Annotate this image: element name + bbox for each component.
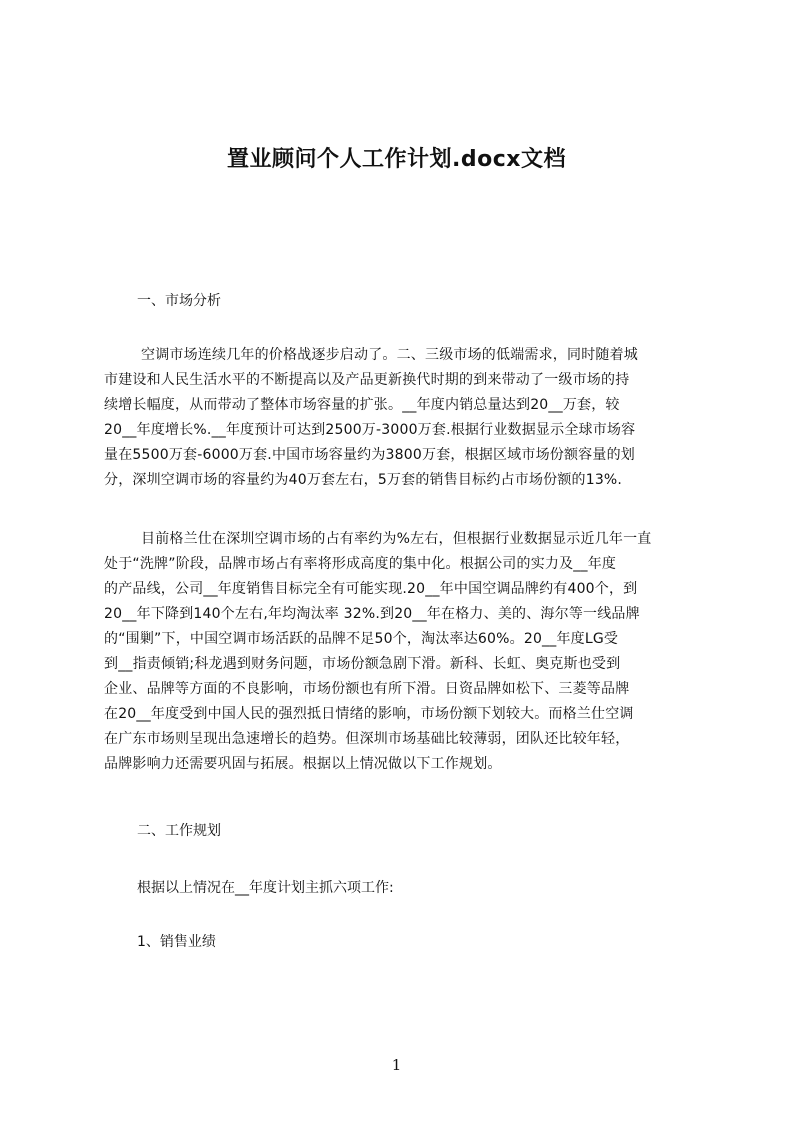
- paragraph-line: 品牌影响力还需要巩固与拓展。根据以上情况做以下工作规划。: [104, 756, 502, 772]
- paragraph-line: 市建设和人民生活水平的不断提高以及产品更新换代时期的到来带动了一级市场的持: [104, 372, 630, 388]
- paragraph-line: 20__年下降到140个左右,年均淘汰率 32%.到20__年在格力、美的、海尔等一线品牌: [104, 606, 640, 622]
- paragraph-plan-intro: 根据以上情况在__年度计划主抓六项工作:: [137, 880, 394, 896]
- document-title: 置业顾问个人工作计划.docx文档: [227, 147, 566, 172]
- paragraph-line: 到__指责倾销;科龙遇到财务问题，市场份额急剧下滑。新科、长虹、奥克斯也受到: [104, 656, 621, 672]
- paragraph-market-competition: [104, 527, 704, 777]
- section-heading-market-analysis: 一、市场分析: [137, 293, 221, 309]
- paragraph-line: 在广东市场则呈现出急速增长的趋势。但深圳市场基础比较薄弱，团队还比较年轻，: [104, 731, 630, 747]
- paragraph-line: 20__年度增长%.__年度预计可达到2500万-3000万套.根据行业数据显示全球市场容: [104, 422, 636, 438]
- paragraph-line: 的产品线，公司__年度销售目标完全有可能实现.20__年中国空调品牌约有400个，到: [104, 581, 638, 597]
- section-heading-work-plan: 二、工作规划: [137, 823, 221, 839]
- paragraph-line: 目前格兰仕在深圳空调市场的占有率约为%左右，但根据行业数据显示近几年一直: [141, 531, 652, 547]
- paragraph-market-overview: [104, 343, 704, 493]
- subheading-sales-performance: 1、销售业绩: [137, 934, 216, 950]
- paragraph-line: 续增长幅度，从而带动了整体市场容量的扩张。__年度内销总量达到20__万套，较: [104, 397, 620, 413]
- paragraph-line: 的“围剿”下，中国空调市场活跃的品牌不足50个，淘汰率达60%。20__年度LG受: [104, 631, 619, 647]
- paragraph-line: 空调市场连续几年的价格战逐步启动了。二、三级市场的低端需求，同时随着城: [141, 347, 638, 363]
- paragraph-line: 企业、品牌等方面的不良影响，市场份额也有所下滑。日资品牌如松下、三菱等品牌: [104, 681, 630, 697]
- paragraph-line: 量在5500万套-6000万套.中国市场容量约为3800万套，根据区域市场份额容量的划: [104, 447, 635, 463]
- page-number: 1: [391, 1056, 402, 1074]
- paragraph-line: 分，深圳空调市场的容量约为40万套左右，5万套的销售目标约占市场份额的13%.: [104, 472, 623, 488]
- paragraph-line: 在20__年度受到中国人民的强烈抵日情绪的影响，市场份额下划较大。而格兰仕空调: [104, 706, 634, 722]
- paragraph-line: 处于“洗牌”阶段，品牌市场占有率将形成高度的集中化。根据公司的实力及__年度: [104, 556, 617, 572]
